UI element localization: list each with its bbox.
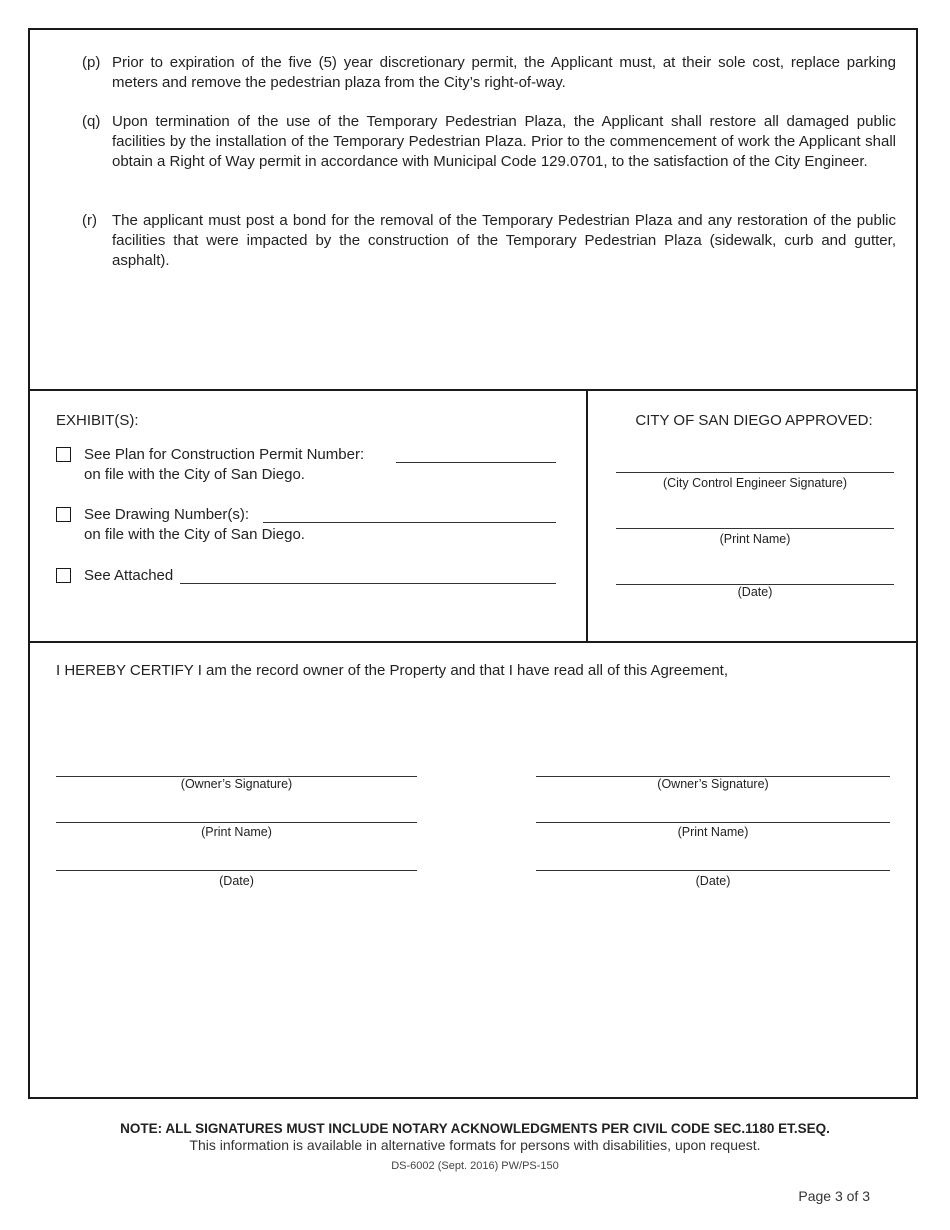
owner-1-signature-caption: (Owner’s Signature) [180, 777, 293, 791]
condition-label: (q) [82, 113, 101, 130]
exhibit-sublabel: on file with the City of San Diego. [84, 466, 305, 483]
certification-statement: I HEREBY CERTIFY I am the record owner of the Property and that I have read all of this Agreement, [56, 662, 729, 679]
divider [30, 389, 916, 391]
exhibit-drawing-numbers [56, 505, 561, 545]
alternative-formats-notice: This information is available in alternative formats for persons with disabilities, upon request. [189, 1137, 761, 1153]
exhibit-label: See Plan for Construction Permit Number: [84, 446, 365, 463]
engineer-signature-line[interactable] [616, 472, 894, 473]
form-frame [28, 28, 918, 1099]
form-number: DS-6002 (Sept. 2016) PW/PS-150 [391, 1160, 559, 1172]
condition-q [82, 112, 896, 172]
notary-note: NOTE: ALL SIGNATURES MUST INCLUDE NOTARY ACKNOWLEDGMENTS PER CIVIL CODE SEC.1180 ET.SEQ. [120, 1121, 830, 1136]
construction-permit-checkbox[interactable] [56, 447, 71, 462]
condition-p [82, 53, 896, 93]
drawing-numbers-checkbox[interactable] [56, 507, 71, 522]
owner-1-date-caption: (Date) [219, 874, 254, 888]
exhibit-construction-permit [56, 445, 561, 485]
condition-text: Upon termination of the use of the Temporary Pedestrian Plaza, the Applicant shall restore all damaged public facilities by the installation of the Temporary Pedestrian Plaza. Prior to the commencement of work the Applicant shall obtain a Right of Way permit in accordance with Municipal Code 129.0701, to the satisfaction of the City Engineer. [112, 113, 896, 170]
exhibit-sublabel: on file with the City of San Diego. [84, 526, 305, 543]
approval-title: CITY OF SAN DIEGO APPROVED: [635, 412, 873, 429]
conditions-section [30, 30, 916, 390]
permit-number-field[interactable] [396, 462, 556, 463]
owner-1-name-line[interactable] [56, 822, 417, 823]
engineer-signature-caption: (City Control Engineer Signature) [662, 476, 848, 490]
exhibit-see-attached [56, 566, 561, 586]
exhibit-label: See Drawing Number(s): [84, 506, 250, 523]
engineer-name-caption: (Print Name) [719, 532, 791, 546]
engineer-name-line[interactable] [616, 528, 894, 529]
condition-text: The applicant must post a bond for the removal of the Temporary Pedestrian Plaza and any restoration of the public facilities that were impacted by the construction of the Temporary Pedestrian Plaza (sidewalk, curb and gutter, asphalt). [112, 212, 896, 269]
page-number: Page 3 of 3 [798, 1188, 870, 1204]
owner-2-signature-caption: (Owner’s Signature) [657, 777, 769, 791]
divider [30, 641, 916, 643]
approval-date-caption: (Date) [737, 585, 773, 599]
condition-label: (p) [82, 54, 101, 71]
condition-r [82, 211, 896, 271]
owner-1-date-line[interactable] [56, 870, 417, 871]
see-attached-checkbox[interactable] [56, 568, 71, 583]
exhibit-label: See Attached [84, 567, 174, 584]
condition-label: (r) [82, 212, 97, 229]
drawing-numbers-field[interactable] [263, 522, 556, 523]
owner-2-date-caption: (Date) [695, 874, 731, 888]
owner-2-name-line[interactable] [536, 822, 890, 823]
see-attached-field[interactable] [180, 583, 556, 584]
owner-1-name-caption: (Print Name) [201, 825, 272, 839]
exhibits-title: EXHIBIT(S): [56, 412, 139, 429]
owner-2-date-line[interactable] [536, 870, 890, 871]
owner-2-name-caption: (Print Name) [677, 825, 749, 839]
condition-text: Prior to expiration of the five (5) year discretionary permit, the Applicant must, at their sole cost, replace parking meters and remove the pedestrian plaza from the City’s right-of-way. [112, 54, 896, 91]
